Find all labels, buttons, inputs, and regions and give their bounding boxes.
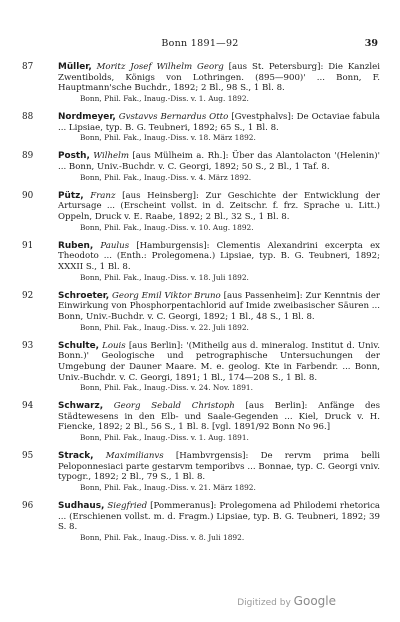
dissertation-note: Bonn, Phil. Fak., Inaug.-Diss. v. 8. Juli 1892. [80,533,245,543]
entry-number: 87 [22,62,34,72]
dissertation-note: Bonn, Phil. Fak., Inaug.-Diss. v. 4. März 1892. [80,172,252,182]
entry-text [58,241,380,273]
bibliography-entry [0,112,400,142]
watermark-prefix: Digitized by [237,598,291,608]
bibliography-entry [0,241,400,282]
entry-number: 94 [22,401,34,412]
entry-number: 88 [22,111,34,122]
entry-description: [aus St. Petersburg]: Die Kanzlei Zwentibolds, Königs von Lothringen. (895—900)' ... Bonn, F. Hauptmann'sche Buchdr., 1892; 2 Bl., 98 S., 1 Bl. 8. [58,62,381,94]
entry-description: [Hambvrgensis]: De rervm prima belli Peloponnesiaci parte gestarvm temporibvs ... Bonnae, typ. C. Georgi vniv. typogr., 1892; 2 Bl., 79 S., 1 Bl. 8. [58,451,381,483]
author-surname: Posth, [58,151,90,162]
entry-number: 95 [22,451,34,462]
bibliography-entry [0,501,400,542]
entry-number: 89 [22,151,34,162]
dissertation-note: Bonn, Phil. Fak., Inaug.-Diss. v. 18. März 1892. [80,133,256,143]
author-given-names: Franz [90,190,116,201]
bibliography-entry [0,401,400,442]
entry-number: 96 [22,501,34,512]
dissertation-note: Bonn, Phil. Fak., Inaug.-Diss. v. 1. Aug. 1892. [80,93,249,103]
author-surname: Strack, [58,451,94,462]
entry-text [58,291,380,323]
bibliography-entry [0,62,400,103]
bibliography-entry [0,151,400,181]
entry-text [58,62,380,94]
dissertation-note: Bonn, Phil. Fak., Inaug.-Diss. v. 18. Juli 1892. [80,272,249,282]
dissertation-note: Bonn, Phil. Fak., Inaug.-Diss. v. 1. Aug. 1891. [80,433,249,443]
dissertation-note: Bonn, Phil. Fak., Inaug.-Diss. v. 21. März 1892. [80,483,256,493]
entry-text [58,151,380,172]
watermark [237,594,336,608]
author-surname: Sudhaus, [58,501,105,512]
entry-description: [Gvestphalvs]: De Octaviae fabula ... Lipsiae, typ. B. G. Teubneri, 1892; 65 S., 1 Bl. 8. [58,111,380,133]
page-number: 39 [364,38,378,49]
dissertation-note: Bonn, Phil. Fak., Inaug.-Diss. v. 10. Aug. 1892. [80,222,254,232]
entry-text [58,501,380,533]
author-given-names: Louis [102,340,126,351]
entry-description: [aus Berlin]: Anfänge des Städtewesens in den Elb- und Saale-Gegenden ... Kiel, Druck v. H. Fiencke, 1892; 2 Bl., 56 S., 1 Bl. 8. [vgl. 1891/92 Bonn No 96.] [58,401,380,433]
author-surname: Nordmeyer, [58,111,116,122]
author-surname: Pütz, [58,190,84,201]
entry-description: [aus Passenheim]: Zur Kenntnis der Einwirkung von Phosphorpentachlorid auf Imide zweibasischer Säuren ... Bonn, Univ.-Buchdr. v. C. Georgi, 1892; 1 Bl., 48 S., 1 Bl. 8. [58,290,381,322]
entry-number: 91 [22,240,34,251]
author-given-names: Wilhelm [93,151,129,162]
entry-number: 93 [22,340,34,351]
bibliography-entry [0,191,400,232]
entry-text [58,341,380,383]
entry-description: [aus Berlin]: '(Mitheilg aus d. mineralog. Institut d. Univ. Bonn.)' Geologische und petrographische Untersuchungen der Umgebung der Dauner Maare. M. e. geolog. Kte in Farbendr. ... Bonn, Univ.-Buchdr. v. C. Georgi, 1891; 1 Bl., 174—208 S., 1 Bl. 8. [58,340,380,383]
dissertation-note: Bonn, Phil. Fak., Inaug.-Diss. v. 22. Juli 1892. [80,322,249,332]
entry-text [58,451,380,483]
author-given-names: Moritz Josef Wilhelm Georg [96,62,224,72]
author-given-names: Georg Emil Viktor Bruno [112,290,221,301]
bibliography-entry [0,341,400,393]
entry-number: 90 [22,190,34,201]
entry-list [0,62,400,551]
header-title: Bonn 1891—92 [161,38,239,49]
author-given-names: Gvstavvs Bernardus Otto [118,111,229,122]
entry-description: [Hamburgensis]: Clementis Alexandrini excerpta ex Theodoto ... (Enth.: Prolegomena.) Lipsiae, typ. B. G. Teubneri, 1892; XXXII S., 1 Bl. 8. [58,240,381,272]
bibliography-entry [0,451,400,492]
author-surname: Schroeter, [58,290,110,301]
bibliography-entry [0,291,400,332]
author-surname: Müller, [58,62,92,72]
author-given-names: Maximilianvs [105,451,164,462]
author-given-names: Paulus [100,240,130,251]
running-header [0,38,400,50]
dissertation-note: Bonn, Phil. Fak., Inaug.-Diss. v. 24. Nov. 1891. [80,383,253,393]
entry-description: [aus Mülheim a. Rh.]: Über das Alantolacton '(Helenin)' ... Bonn, Univ.-Buchdr. v. C. Georgi, 1892; 50 S., 2 Bl., 1 Taf. 8. [58,151,380,172]
entry-number: 92 [22,290,34,301]
entry-text [58,191,380,223]
entry-description: [Pommeranus]: Prolegomena ad Philodemi rhetorica ... (Erschienen vollst. m. d. Fragm.) Lipsiae, typ. B. G. Teubneri, 1892; 39 S. 8. [58,501,380,533]
entry-text [58,401,380,433]
watermark-brand: Google [293,594,336,608]
entry-description: [aus Heinsberg]: Zur Geschichte der Entwicklung der Artursage ... (Erscheint vollst. in d. Zeitschr. f. frz. Sprache u. Litt.) Oppeln, Druck v. E. Raabe, 1892; 2 Bl., 32 S., 1 Bl. 8. [58,190,381,222]
entry-text [58,112,380,133]
author-given-names: Georg Sebald Christoph [113,401,235,412]
author-surname: Ruben, [58,240,94,251]
author-surname: Schulte, [58,340,99,351]
author-given-names: Siegfried [107,501,148,512]
author-surname: Schwarz, [58,401,104,412]
